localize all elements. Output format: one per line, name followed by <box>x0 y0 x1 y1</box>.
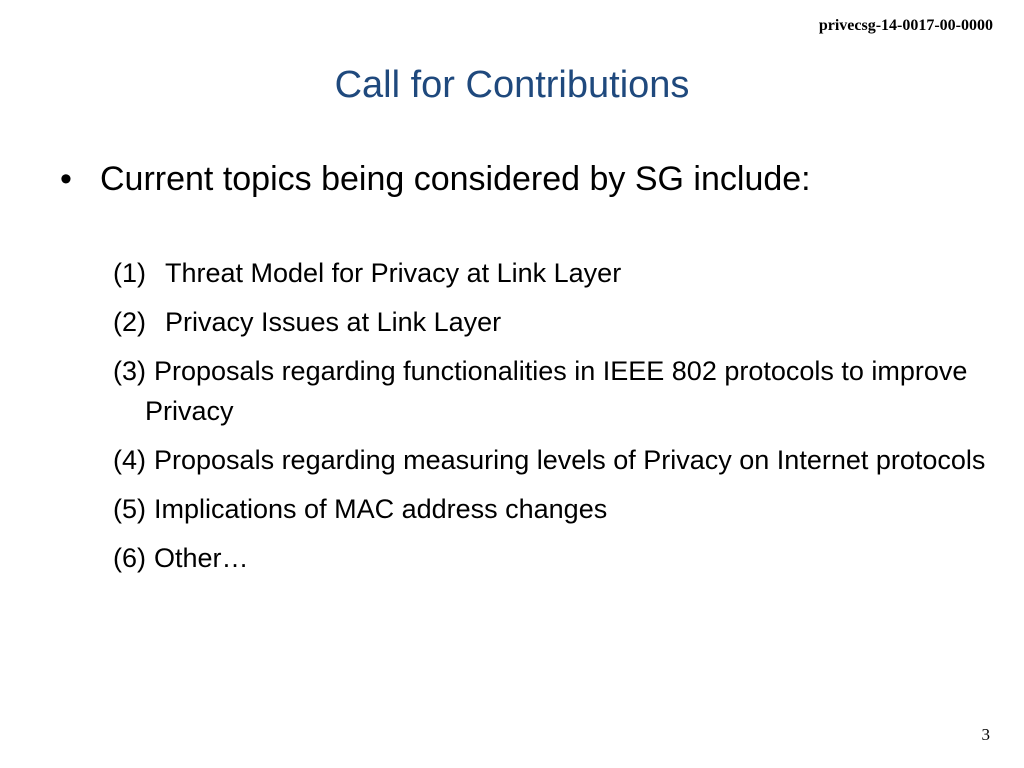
list-item <box>113 538 993 578</box>
list-item-number: (3) <box>113 356 146 386</box>
list-item <box>113 351 993 431</box>
list-item-number: (6) <box>113 543 146 573</box>
list-item-text: Privacy Issues at Link Layer <box>165 307 502 337</box>
bullet-marker: • <box>60 160 72 198</box>
list-item-text: Threat Model for Privacy at Link Layer <box>165 258 622 288</box>
list-item-text: Other… <box>154 543 249 573</box>
list-item <box>113 253 993 293</box>
topic-list <box>113 253 993 587</box>
main-bullet-text: Current topics being considered by SG include: <box>100 160 811 198</box>
document-id: privecsg-14-0017-00-0000 <box>818 17 993 34</box>
list-item <box>113 440 993 480</box>
list-item-number: (4) <box>113 445 146 475</box>
page-number: 3 <box>981 725 990 744</box>
list-item <box>113 489 993 529</box>
list-item-text: Proposals regarding functionalities in IEEE 802 protocols to improve Privacy <box>145 356 968 426</box>
list-item-text: Implications of MAC address changes <box>154 494 608 524</box>
list-item-number: (1) <box>113 258 146 288</box>
list-item-text: Proposals regarding measuring levels of Privacy on Internet protocols <box>154 445 986 475</box>
slide-title: Call for Contributions <box>334 64 690 106</box>
main-bullet <box>60 160 811 199</box>
list-item <box>113 302 993 342</box>
list-item-number: (2) <box>113 307 146 337</box>
list-item-number: (5) <box>113 494 146 524</box>
